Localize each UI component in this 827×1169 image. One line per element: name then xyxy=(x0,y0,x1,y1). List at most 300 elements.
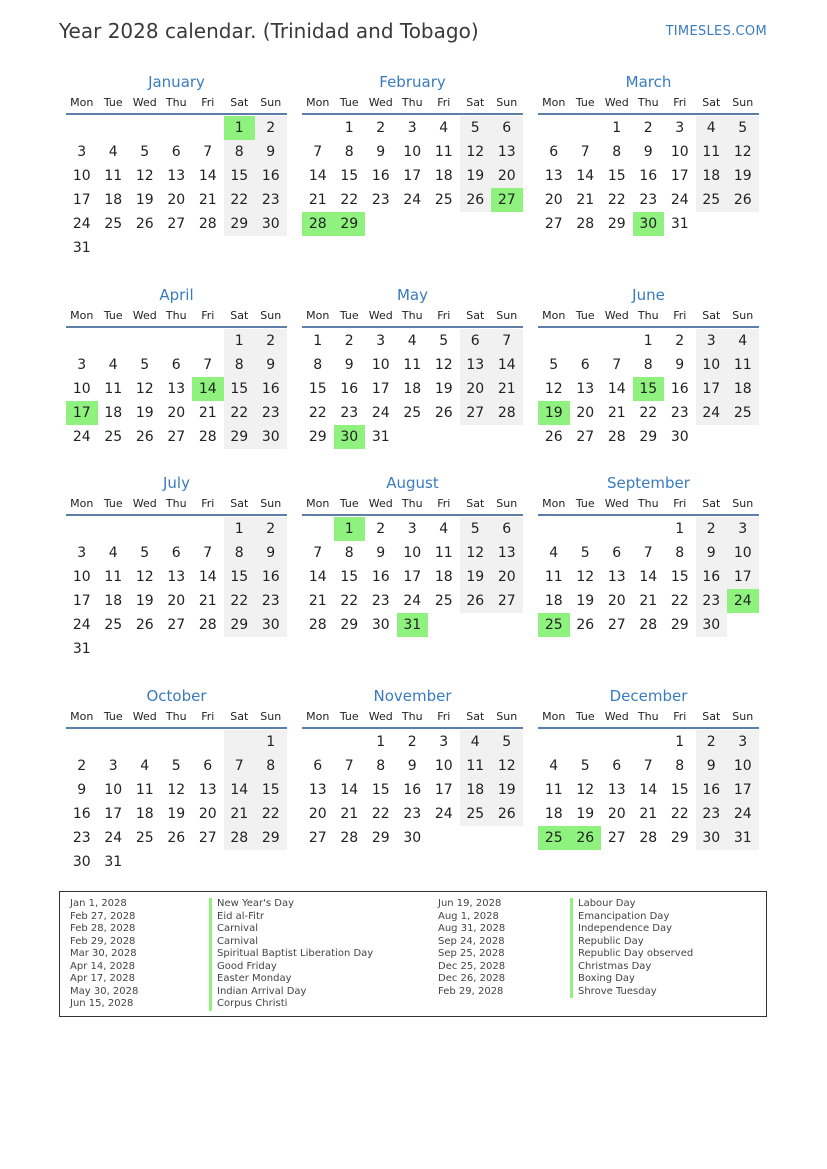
day-cell[interactable]: 12 xyxy=(460,541,492,565)
day-cell[interactable]: 30 xyxy=(633,212,665,236)
day-cell[interactable]: 24 xyxy=(104,830,123,846)
day-cell[interactable]: 13 xyxy=(491,541,523,565)
day-cell[interactable]: 7 xyxy=(491,329,523,353)
day-cell[interactable]: 3 xyxy=(439,734,449,750)
day-cell[interactable]: 24 xyxy=(403,192,422,208)
day-cell[interactable]: 2 xyxy=(643,120,653,136)
day-cell[interactable]: 13 xyxy=(460,353,492,377)
day-cell[interactable]: 4 xyxy=(439,521,449,537)
day-cell[interactable]: 7 xyxy=(580,144,590,160)
day-cell[interactable]: 25 xyxy=(696,188,728,212)
day-cell[interactable]: 10 xyxy=(403,545,422,561)
day-cell[interactable]: 18 xyxy=(460,778,492,802)
day-cell[interactable]: 26 xyxy=(460,188,492,212)
day-cell[interactable]: 7 xyxy=(224,754,256,778)
day-cell[interactable]: 11 xyxy=(403,357,422,373)
day-cell[interactable]: 6 xyxy=(580,357,590,373)
day-cell[interactable]: 26 xyxy=(167,830,186,846)
day-cell[interactable]: 9 xyxy=(376,144,386,160)
day-cell[interactable]: 30 xyxy=(334,425,366,449)
day-cell[interactable]: 19 xyxy=(135,192,154,208)
day-cell[interactable]: 7 xyxy=(203,144,213,160)
day-cell[interactable]: 12 xyxy=(576,569,595,585)
day-cell[interactable]: 9 xyxy=(255,140,287,164)
day-cell[interactable]: 5 xyxy=(140,545,150,561)
day-cell[interactable]: 7 xyxy=(203,545,213,561)
day-cell[interactable]: 7 xyxy=(643,545,653,561)
day-cell[interactable]: 12 xyxy=(135,569,154,585)
day-cell[interactable]: 19 xyxy=(460,164,492,188)
day-cell[interactable]: 31 xyxy=(371,429,390,445)
day-cell[interactable]: 3 xyxy=(77,545,87,561)
day-cell[interactable]: 23 xyxy=(696,802,728,826)
day-cell[interactable]: 4 xyxy=(108,357,118,373)
day-cell[interactable]: 6 xyxy=(549,144,559,160)
day-cell[interactable]: 21 xyxy=(491,377,523,401)
day-cell[interactable]: 7 xyxy=(313,545,323,561)
day-cell[interactable]: 11 xyxy=(544,782,563,798)
day-cell[interactable]: 15 xyxy=(670,569,689,585)
day-cell[interactable]: 23 xyxy=(371,593,390,609)
day-cell[interactable]: 22 xyxy=(371,806,390,822)
day-cell[interactable]: 26 xyxy=(544,429,563,445)
day-cell[interactable]: 23 xyxy=(371,192,390,208)
day-cell[interactable]: 20 xyxy=(544,192,563,208)
day-cell[interactable]: 15 xyxy=(224,164,256,188)
day-cell[interactable]: 15 xyxy=(255,778,287,802)
day-cell[interactable]: 27 xyxy=(460,401,492,425)
day-cell[interactable]: 14 xyxy=(224,778,256,802)
day-cell[interactable]: 16 xyxy=(255,377,287,401)
day-cell[interactable]: 20 xyxy=(198,806,217,822)
day-cell[interactable]: 9 xyxy=(407,758,417,774)
day-cell[interactable]: 27 xyxy=(198,830,217,846)
day-cell[interactable]: 22 xyxy=(224,188,256,212)
day-cell[interactable]: 13 xyxy=(607,782,626,798)
day-cell[interactable]: 23 xyxy=(340,405,359,421)
day-cell[interactable]: 18 xyxy=(135,806,154,822)
day-cell[interactable]: 4 xyxy=(108,545,118,561)
day-cell[interactable]: 25 xyxy=(434,593,453,609)
day-cell[interactable]: 29 xyxy=(340,617,359,633)
day-cell[interactable]: 28 xyxy=(198,216,217,232)
day-cell[interactable]: 7 xyxy=(643,758,653,774)
day-cell[interactable]: 2 xyxy=(407,734,417,750)
day-cell[interactable]: 17 xyxy=(66,401,98,425)
day-cell[interactable]: 11 xyxy=(727,353,759,377)
day-cell[interactable]: 22 xyxy=(670,806,689,822)
day-cell[interactable]: 11 xyxy=(434,144,453,160)
day-cell[interactable]: 2 xyxy=(696,517,728,541)
day-cell[interactable]: 27 xyxy=(491,589,523,613)
day-cell[interactable]: 23 xyxy=(403,806,422,822)
day-cell[interactable]: 11 xyxy=(104,381,123,397)
site-link[interactable]: TIMESLES.COM xyxy=(665,24,767,39)
day-cell[interactable]: 10 xyxy=(670,144,689,160)
day-cell[interactable]: 11 xyxy=(104,569,123,585)
day-cell[interactable]: 28 xyxy=(198,617,217,633)
day-cell[interactable]: 17 xyxy=(104,806,123,822)
day-cell[interactable]: 9 xyxy=(696,754,728,778)
day-cell[interactable]: 16 xyxy=(255,565,287,589)
day-cell[interactable]: 20 xyxy=(491,164,523,188)
day-cell[interactable]: 17 xyxy=(72,593,91,609)
day-cell[interactable]: 2 xyxy=(376,521,386,537)
day-cell[interactable]: 2 xyxy=(255,116,287,140)
day-cell[interactable]: 25 xyxy=(460,802,492,826)
day-cell[interactable]: 25 xyxy=(538,826,570,850)
day-cell[interactable]: 23 xyxy=(255,188,287,212)
day-cell[interactable]: 9 xyxy=(77,782,87,798)
day-cell[interactable]: 29 xyxy=(224,613,256,637)
day-cell[interactable]: 17 xyxy=(727,778,759,802)
day-cell[interactable]: 7 xyxy=(203,357,213,373)
day-cell[interactable]: 22 xyxy=(340,593,359,609)
day-cell[interactable]: 24 xyxy=(72,617,91,633)
day-cell[interactable]: 1 xyxy=(224,116,256,140)
day-cell[interactable]: 27 xyxy=(167,429,186,445)
day-cell[interactable]: 6 xyxy=(612,758,622,774)
day-cell[interactable]: 11 xyxy=(135,782,154,798)
day-cell[interactable]: 28 xyxy=(639,617,658,633)
day-cell[interactable]: 18 xyxy=(696,164,728,188)
day-cell[interactable]: 8 xyxy=(344,144,354,160)
day-cell[interactable]: 3 xyxy=(407,521,417,537)
day-cell[interactable]: 30 xyxy=(696,826,728,850)
day-cell[interactable]: 9 xyxy=(255,353,287,377)
day-cell[interactable]: 1 xyxy=(612,120,622,136)
day-cell[interactable]: 26 xyxy=(727,188,759,212)
day-cell[interactable]: 25 xyxy=(727,401,759,425)
day-cell[interactable]: 19 xyxy=(135,593,154,609)
day-cell[interactable]: 9 xyxy=(643,144,653,160)
day-cell[interactable]: 21 xyxy=(340,806,359,822)
day-cell[interactable]: 14 xyxy=(198,168,217,184)
day-cell[interactable]: 16 xyxy=(696,565,728,589)
day-cell[interactable]: 2 xyxy=(255,517,287,541)
day-cell[interactable]: 5 xyxy=(171,758,181,774)
day-cell[interactable]: 25 xyxy=(434,192,453,208)
day-cell[interactable]: 29 xyxy=(371,830,390,846)
day-cell[interactable]: 15 xyxy=(308,381,327,397)
day-cell[interactable]: 17 xyxy=(434,782,453,798)
day-cell[interactable]: 11 xyxy=(696,140,728,164)
day-cell[interactable]: 30 xyxy=(255,212,287,236)
day-cell[interactable]: 14 xyxy=(340,782,359,798)
day-cell[interactable]: 12 xyxy=(434,357,453,373)
day-cell[interactable]: 15 xyxy=(224,377,256,401)
day-cell[interactable]: 22 xyxy=(670,593,689,609)
day-cell[interactable]: 22 xyxy=(607,192,626,208)
day-cell[interactable]: 13 xyxy=(167,168,186,184)
day-cell[interactable]: 2 xyxy=(696,730,728,754)
day-cell[interactable]: 20 xyxy=(491,565,523,589)
day-cell[interactable]: 8 xyxy=(376,758,386,774)
day-cell[interactable]: 3 xyxy=(77,357,87,373)
day-cell[interactable]: 20 xyxy=(167,405,186,421)
day-cell[interactable]: 1 xyxy=(224,329,256,353)
day-cell[interactable]: 21 xyxy=(198,405,217,421)
day-cell[interactable]: 12 xyxy=(576,782,595,798)
day-cell[interactable]: 22 xyxy=(224,589,256,613)
day-cell[interactable]: 6 xyxy=(171,144,181,160)
day-cell[interactable]: 6 xyxy=(460,329,492,353)
day-cell[interactable]: 29 xyxy=(334,212,366,236)
day-cell[interactable]: 13 xyxy=(198,782,217,798)
day-cell[interactable]: 8 xyxy=(255,754,287,778)
day-cell[interactable]: 10 xyxy=(72,569,91,585)
day-cell[interactable]: 17 xyxy=(727,565,759,589)
day-cell[interactable]: 2 xyxy=(376,120,386,136)
day-cell[interactable]: 23 xyxy=(639,192,658,208)
day-cell[interactable]: 9 xyxy=(344,357,354,373)
day-cell[interactable]: 30 xyxy=(670,429,689,445)
day-cell[interactable]: 22 xyxy=(639,405,658,421)
day-cell[interactable]: 7 xyxy=(612,357,622,373)
day-cell[interactable]: 24 xyxy=(371,405,390,421)
day-cell[interactable]: 29 xyxy=(224,425,256,449)
day-cell[interactable]: 6 xyxy=(612,545,622,561)
day-cell[interactable]: 1 xyxy=(224,517,256,541)
day-cell[interactable]: 16 xyxy=(696,778,728,802)
day-cell[interactable]: 12 xyxy=(460,140,492,164)
day-cell[interactable]: 5 xyxy=(491,730,523,754)
day-cell[interactable]: 6 xyxy=(171,545,181,561)
day-cell[interactable]: 21 xyxy=(198,593,217,609)
day-cell[interactable]: 3 xyxy=(727,730,759,754)
day-cell[interactable]: 17 xyxy=(72,192,91,208)
day-cell[interactable]: 5 xyxy=(580,758,590,774)
day-cell[interactable]: 24 xyxy=(434,806,453,822)
day-cell[interactable]: 11 xyxy=(544,569,563,585)
day-cell[interactable]: 24 xyxy=(403,593,422,609)
day-cell[interactable]: 20 xyxy=(607,593,626,609)
day-cell[interactable]: 10 xyxy=(72,168,91,184)
day-cell[interactable]: 30 xyxy=(371,617,390,633)
day-cell[interactable]: 3 xyxy=(407,120,417,136)
day-cell[interactable]: 20 xyxy=(167,593,186,609)
day-cell[interactable]: 31 xyxy=(670,216,689,232)
day-cell[interactable]: 2 xyxy=(77,758,87,774)
day-cell[interactable]: 16 xyxy=(255,164,287,188)
day-cell[interactable]: 17 xyxy=(696,377,728,401)
day-cell[interactable]: 28 xyxy=(639,830,658,846)
day-cell[interactable]: 26 xyxy=(135,617,154,633)
day-cell[interactable]: 12 xyxy=(135,168,154,184)
day-cell[interactable]: 12 xyxy=(544,381,563,397)
day-cell[interactable]: 15 xyxy=(371,782,390,798)
day-cell[interactable]: 14 xyxy=(607,381,626,397)
day-cell[interactable]: 1 xyxy=(255,730,287,754)
day-cell[interactable]: 16 xyxy=(403,782,422,798)
day-cell[interactable]: 16 xyxy=(670,381,689,397)
day-cell[interactable]: 31 xyxy=(727,826,759,850)
day-cell[interactable]: 18 xyxy=(727,377,759,401)
day-cell[interactable]: 19 xyxy=(135,405,154,421)
day-cell[interactable]: 8 xyxy=(643,357,653,373)
day-cell[interactable]: 17 xyxy=(403,569,422,585)
day-cell[interactable]: 26 xyxy=(460,589,492,613)
day-cell[interactable]: 29 xyxy=(639,429,658,445)
day-cell[interactable]: 21 xyxy=(639,593,658,609)
day-cell[interactable]: 10 xyxy=(104,782,123,798)
day-cell[interactable]: 26 xyxy=(576,617,595,633)
day-cell[interactable]: 8 xyxy=(675,758,685,774)
day-cell[interactable]: 28 xyxy=(302,212,334,236)
day-cell[interactable]: 28 xyxy=(224,826,256,850)
day-cell[interactable]: 30 xyxy=(255,425,287,449)
day-cell[interactable]: 6 xyxy=(491,517,523,541)
day-cell[interactable]: 25 xyxy=(135,830,154,846)
day-cell[interactable]: 10 xyxy=(434,758,453,774)
day-cell[interactable]: 11 xyxy=(434,545,453,561)
day-cell[interactable]: 23 xyxy=(255,589,287,613)
day-cell[interactable]: 15 xyxy=(607,168,626,184)
day-cell[interactable]: 1 xyxy=(675,521,685,537)
day-cell[interactable]: 29 xyxy=(255,826,287,850)
day-cell[interactable]: 31 xyxy=(72,641,91,657)
day-cell[interactable]: 16 xyxy=(639,168,658,184)
day-cell[interactable]: 14 xyxy=(491,353,523,377)
day-cell[interactable]: 4 xyxy=(460,730,492,754)
day-cell[interactable]: 19 xyxy=(576,806,595,822)
day-cell[interactable]: 10 xyxy=(727,754,759,778)
day-cell[interactable]: 24 xyxy=(727,802,759,826)
day-cell[interactable]: 10 xyxy=(696,353,728,377)
day-cell[interactable]: 24 xyxy=(72,429,91,445)
day-cell[interactable]: 27 xyxy=(167,617,186,633)
day-cell[interactable]: 3 xyxy=(376,333,386,349)
day-cell[interactable]: 5 xyxy=(439,333,449,349)
day-cell[interactable]: 15 xyxy=(670,782,689,798)
day-cell[interactable]: 2 xyxy=(255,329,287,353)
day-cell[interactable]: 8 xyxy=(612,144,622,160)
day-cell[interactable]: 2 xyxy=(675,333,685,349)
day-cell[interactable]: 21 xyxy=(607,405,626,421)
day-cell[interactable]: 14 xyxy=(192,377,224,401)
day-cell[interactable]: 24 xyxy=(72,216,91,232)
day-cell[interactable]: 6 xyxy=(491,116,523,140)
day-cell[interactable]: 20 xyxy=(460,377,492,401)
day-cell[interactable]: 17 xyxy=(670,168,689,184)
day-cell[interactable]: 22 xyxy=(340,192,359,208)
day-cell[interactable]: 4 xyxy=(549,758,559,774)
day-cell[interactable]: 18 xyxy=(434,168,453,184)
day-cell[interactable]: 30 xyxy=(72,854,91,870)
day-cell[interactable]: 5 xyxy=(580,545,590,561)
day-cell[interactable]: 20 xyxy=(308,806,327,822)
day-cell[interactable]: 19 xyxy=(491,778,523,802)
day-cell[interactable]: 5 xyxy=(460,517,492,541)
day-cell[interactable]: 29 xyxy=(607,216,626,232)
day-cell[interactable]: 16 xyxy=(72,806,91,822)
day-cell[interactable]: 13 xyxy=(167,569,186,585)
day-cell[interactable]: 9 xyxy=(255,541,287,565)
day-cell[interactable]: 29 xyxy=(670,830,689,846)
day-cell[interactable]: 21 xyxy=(224,802,256,826)
day-cell[interactable]: 2 xyxy=(344,333,354,349)
day-cell[interactable]: 11 xyxy=(104,168,123,184)
day-cell[interactable]: 21 xyxy=(308,192,327,208)
day-cell[interactable]: 21 xyxy=(576,192,595,208)
day-cell[interactable]: 1 xyxy=(344,120,354,136)
day-cell[interactable]: 14 xyxy=(308,168,327,184)
day-cell[interactable]: 15 xyxy=(633,377,665,401)
day-cell[interactable]: 27 xyxy=(167,216,186,232)
day-cell[interactable]: 31 xyxy=(104,854,123,870)
day-cell[interactable]: 28 xyxy=(607,429,626,445)
day-cell[interactable]: 23 xyxy=(670,405,689,421)
day-cell[interactable]: 12 xyxy=(491,754,523,778)
day-cell[interactable]: 27 xyxy=(576,429,595,445)
day-cell[interactable]: 25 xyxy=(104,429,123,445)
day-cell[interactable]: 10 xyxy=(72,381,91,397)
day-cell[interactable]: 1 xyxy=(675,734,685,750)
day-cell[interactable]: 14 xyxy=(639,782,658,798)
day-cell[interactable]: 14 xyxy=(198,569,217,585)
day-cell[interactable]: 29 xyxy=(670,617,689,633)
day-cell[interactable]: 16 xyxy=(340,381,359,397)
day-cell[interactable]: 18 xyxy=(434,569,453,585)
day-cell[interactable]: 22 xyxy=(224,401,256,425)
day-cell[interactable]: 21 xyxy=(198,192,217,208)
day-cell[interactable]: 22 xyxy=(308,405,327,421)
day-cell[interactable]: 26 xyxy=(135,429,154,445)
day-cell[interactable]: 10 xyxy=(727,541,759,565)
day-cell[interactable]: 4 xyxy=(407,333,417,349)
day-cell[interactable]: 13 xyxy=(167,381,186,397)
day-cell[interactable]: 8 xyxy=(675,545,685,561)
day-cell[interactable]: 19 xyxy=(434,381,453,397)
day-cell[interactable]: 9 xyxy=(675,357,685,373)
day-cell[interactable]: 14 xyxy=(576,168,595,184)
day-cell[interactable]: 20 xyxy=(576,405,595,421)
day-cell[interactable]: 14 xyxy=(308,569,327,585)
day-cell[interactable]: 3 xyxy=(675,120,685,136)
day-cell[interactable]: 10 xyxy=(371,357,390,373)
day-cell[interactable]: 25 xyxy=(104,216,123,232)
day-cell[interactable]: 1 xyxy=(334,517,366,541)
day-cell[interactable]: 15 xyxy=(340,569,359,585)
day-cell[interactable]: 17 xyxy=(371,381,390,397)
day-cell[interactable]: 9 xyxy=(696,541,728,565)
day-cell[interactable]: 7 xyxy=(344,758,354,774)
day-cell[interactable]: 19 xyxy=(538,401,570,425)
day-cell[interactable]: 13 xyxy=(576,381,595,397)
day-cell[interactable]: 29 xyxy=(224,212,256,236)
day-cell[interactable]: 13 xyxy=(607,569,626,585)
day-cell[interactable]: 5 xyxy=(140,144,150,160)
day-cell[interactable]: 8 xyxy=(224,140,256,164)
day-cell[interactable]: 23 xyxy=(72,830,91,846)
day-cell[interactable]: 24 xyxy=(670,192,689,208)
day-cell[interactable]: 5 xyxy=(460,116,492,140)
day-cell[interactable]: 24 xyxy=(727,589,759,613)
day-cell[interactable]: 4 xyxy=(549,545,559,561)
day-cell[interactable]: 4 xyxy=(727,329,759,353)
day-cell[interactable]: 18 xyxy=(104,192,123,208)
day-cell[interactable]: 31 xyxy=(397,613,429,637)
day-cell[interactable]: 26 xyxy=(570,826,602,850)
day-cell[interactable]: 30 xyxy=(255,613,287,637)
day-cell[interactable]: 18 xyxy=(104,593,123,609)
day-cell[interactable]: 27 xyxy=(544,216,563,232)
day-cell[interactable]: 1 xyxy=(313,333,323,349)
day-cell[interactable]: 23 xyxy=(255,401,287,425)
day-cell[interactable]: 19 xyxy=(167,806,186,822)
day-cell[interactable]: 5 xyxy=(549,357,559,373)
day-cell[interactable]: 13 xyxy=(544,168,563,184)
